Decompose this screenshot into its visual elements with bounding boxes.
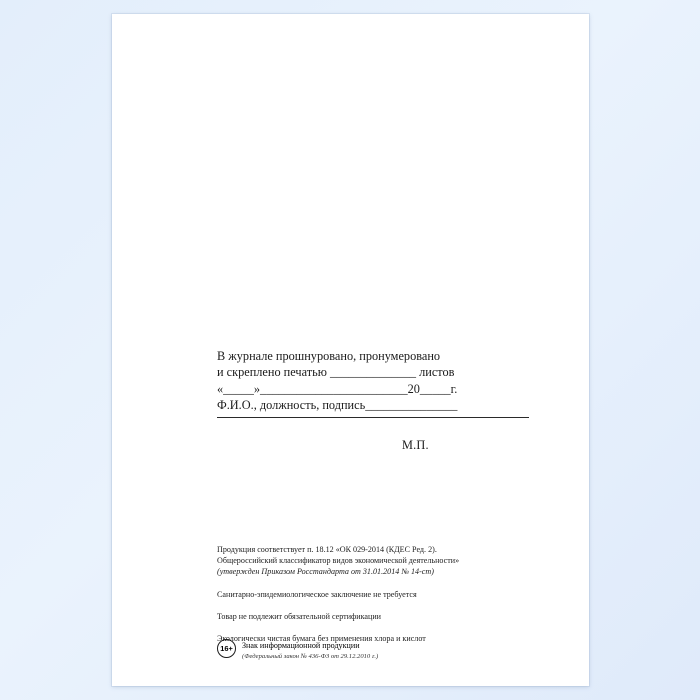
legal-block bbox=[217, 544, 557, 644]
product-compliance-line-1: Продукция соответствует п. 18.12 «ОК 029-2014 (КДЕС Ред. 2). bbox=[217, 545, 437, 554]
age-rating-label: Знак информационной продукции bbox=[242, 641, 360, 650]
age-rating-badge-icon: 16+ bbox=[217, 639, 236, 658]
certification-line-1: В журнале прошнуровано, пронумеровано bbox=[217, 349, 441, 363]
certification-block bbox=[217, 348, 547, 420]
eco-note: Экологически чистая бумага без применения хлора и кислот bbox=[217, 634, 426, 644]
sanitary-note: Санитарно-эпидемиологическое заключение не требуется bbox=[217, 589, 417, 599]
document-page bbox=[112, 14, 589, 686]
certification-note: Товар не подлежит обязательной сертификации bbox=[217, 611, 382, 621]
product-compliance-paragraph bbox=[217, 544, 557, 578]
age-rating-law: (Федеральный закон № 436-ФЗ от 29.12.2010 г.) bbox=[242, 652, 379, 660]
certification-line-2: и скреплено печатью ______________ листов bbox=[217, 365, 455, 380]
stamp-place-label: М.П. bbox=[402, 438, 429, 452]
product-compliance-line-3: (утвержден Приказом Росстандарта от 31.01.2014 № 14-ст) bbox=[217, 567, 434, 577]
product-compliance-line-2: Общероссийский классификатор видов экономической деятельности» bbox=[217, 556, 460, 566]
certification-line-3: «_____»________________________20_____г. bbox=[217, 381, 458, 396]
signature-rule bbox=[217, 417, 529, 418]
certification-line-4: Ф.И.О., должность, подпись_______________ bbox=[217, 398, 458, 413]
age-rating-text bbox=[242, 639, 378, 661]
age-rating-row bbox=[217, 639, 378, 661]
